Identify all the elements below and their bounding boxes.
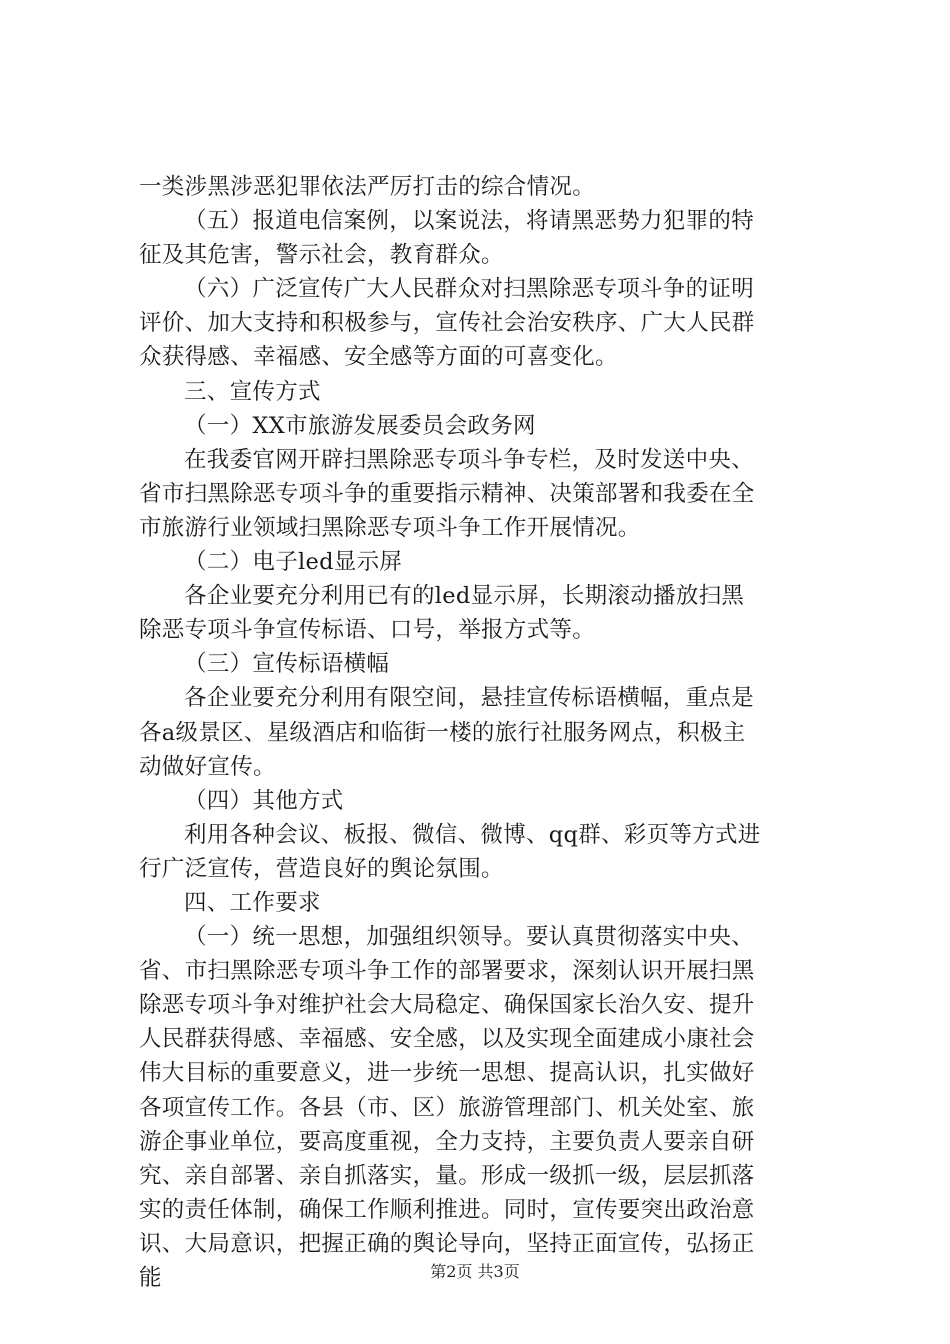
text-line: 行广泛宣传，营造良好的舆论氛围。 (139, 855, 504, 882)
text-line: 除恶专项斗争宣传标语、口号，举报方式等。 (139, 617, 596, 644)
text-line: 究、亲自部署、亲自抓落实，量。形成一级抓一级，层层抓落 (139, 1162, 755, 1189)
text-line: 省市扫黑除恶专项斗争的重要指示精神、决策部署和我委在全 (139, 480, 755, 507)
text-line: （六）广泛宣传广大人民群众对扫黑除恶专项斗争的证明 (184, 276, 755, 303)
page-footer: 第2页 共3页 (430, 1262, 520, 1281)
text-line: 三、宣传方式 (184, 378, 321, 405)
text-line: 四、工作要求 (184, 889, 321, 916)
text-line: （五）报道电信案例，以案说法，将请黑恶势力犯罪的特 (184, 208, 755, 235)
text-line: 实的责任体制，确保工作顺利推进。同时，宣传要突出政治意 (139, 1196, 755, 1223)
text-line: 各项宣传工作。各县（市、区）旅游管理部门、机关处室、旅 (139, 1094, 755, 1121)
text-line: （三）宣传标语横幅 (184, 651, 390, 678)
text-line: 伟大目标的重要意义，进一步统一思想、提高认识，扎实做好 (139, 1060, 755, 1087)
text-line: 各企业要充分利用已有的led显示屏，长期滚动播放扫黑 (184, 583, 745, 610)
text-line: 利用各种会议、板报、微信、微博、qq群、彩页等方式进 (184, 821, 761, 848)
text-line: 能 (139, 1265, 162, 1291)
text-line: 识、大局意识，把握正确的舆论导向，坚持正面宣传，弘扬正 (139, 1230, 755, 1257)
text-line: 各a级景区、星级酒店和临街一楼的旅行社服务网点，积极主 (139, 719, 746, 746)
text-line: 省、市扫黑除恶专项斗争工作的部署要求，深刻认识开展扫黑 (139, 958, 755, 985)
text-line: 评价、加大支持和积极参与，宣传社会治安秩序、广大人民群 (139, 310, 755, 337)
text-line: （四）其他方式 (184, 787, 344, 814)
text-line: 各企业要充分利用有限空间，悬挂宣传标语横幅，重点是 (184, 685, 755, 712)
text-line: （一）XX市旅游发展委员会政务网 (184, 412, 536, 439)
text-line: 除恶专项斗争对维护社会大局稳定、确保国家长治久安、提升 (139, 992, 755, 1019)
text-line: 一类涉黑涉恶犯罪依法严厉打击的综合情况。 (139, 174, 596, 200)
document-body (139, 170, 819, 1295)
text-line: 市旅游行业领域扫黑除恶专项斗争工作开展情况。 (139, 514, 641, 541)
text-line: 人民群获得感、幸福感、安全感，以及实现全面建成小康社会 (139, 1026, 755, 1053)
text-line: 征及其危害，警示社会，教育群众。 (139, 242, 504, 269)
text-line: 在我委官网开辟扫黑除恶专项斗争专栏，及时发送中央、 (184, 446, 755, 473)
text-line: （二）电子led显示屏 (184, 549, 403, 576)
text-line: 游企事业单位，要高度重视，全力支持，主要负责人要亲自研 (139, 1128, 755, 1155)
text-line: 动做好宣传。 (139, 753, 276, 780)
text-line: 众获得感、幸福感、安全感等方面的可喜变化。 (139, 344, 618, 371)
text-line: （一）统一思想，加强组织领导。要认真贯彻落实中央、 (184, 924, 755, 951)
